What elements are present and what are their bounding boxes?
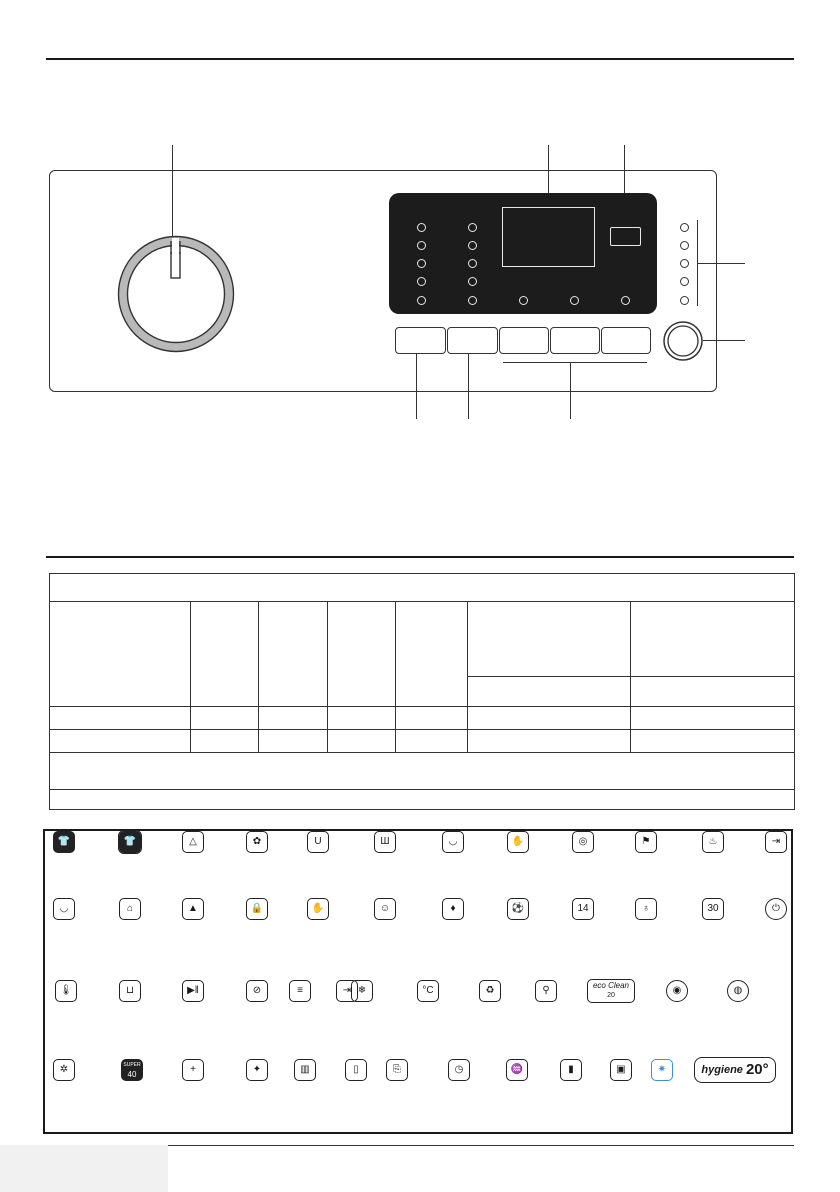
delicate-icon xyxy=(506,1059,528,1081)
section-rule-top xyxy=(46,58,794,60)
lock-icon-glyph: 🔒 xyxy=(250,903,264,914)
synthetic-icon-glyph: △ xyxy=(189,836,197,847)
hygiene-temp: 20° xyxy=(745,1061,769,1078)
handwash-icon-glyph: ✋ xyxy=(511,836,525,847)
hygiene-label: hygiene xyxy=(701,1064,743,1076)
curtain-2-icon-glyph: ▯ xyxy=(353,1064,359,1075)
celsius-icon xyxy=(417,980,439,1002)
power-icon xyxy=(765,898,787,920)
prewash-icon-glyph: ⊔ xyxy=(126,985,134,996)
program-led xyxy=(417,277,426,286)
shirt-star-icon-glyph: ✦ xyxy=(252,1064,262,1075)
shoe-icon-glyph: ▲ xyxy=(188,903,198,914)
hygiene-plus-icon-glyph: ✷ xyxy=(657,1064,667,1075)
table-rule xyxy=(50,706,794,707)
super-number: 40 xyxy=(127,1070,137,1079)
drum-clean-icon xyxy=(666,980,688,1002)
timer-icon xyxy=(448,1059,470,1081)
status-indicator xyxy=(610,227,641,246)
program-knob[interactable] xyxy=(115,233,237,355)
temperature-fast-icon xyxy=(55,980,77,1002)
start-pause-icon xyxy=(182,980,204,1002)
program-led xyxy=(468,277,477,286)
program-led xyxy=(468,296,477,305)
side-led xyxy=(680,277,689,286)
mixed-icon xyxy=(479,980,501,1002)
shoe-icon xyxy=(182,898,204,920)
drum-clean-icon-glyph: ◉ xyxy=(672,985,682,996)
timer-icon-glyph: ◷ xyxy=(454,1064,464,1075)
side-led xyxy=(680,223,689,232)
cotton-flower-icon-glyph: ✿ xyxy=(252,836,262,847)
function-buttons-bracket xyxy=(503,362,647,363)
eco-clean-icon xyxy=(587,979,635,1003)
super-40-icon xyxy=(121,1059,143,1081)
digital-display xyxy=(502,207,595,267)
iron-icon xyxy=(119,898,141,920)
curtain-icon xyxy=(294,1059,316,1081)
tub-hand-icon xyxy=(307,898,329,920)
allergy-icon-glyph: ✲ xyxy=(59,1064,69,1075)
wool-ball-icon xyxy=(727,980,749,1002)
express-icon-glyph: ≡ xyxy=(297,985,303,996)
temperature-fast-icon-glyph: 🌡 xyxy=(59,985,73,996)
leader-function-buttons xyxy=(570,362,571,419)
lingerie-icon xyxy=(535,980,557,1002)
program-led xyxy=(417,223,426,232)
section-rule-table xyxy=(46,556,794,558)
quick-30-icon xyxy=(702,898,724,920)
side-led xyxy=(680,296,689,305)
panel-button-2[interactable] xyxy=(447,327,498,354)
hygiene-20-icon xyxy=(694,1057,776,1083)
bottle-icon xyxy=(560,1059,582,1081)
wash-tub-icon xyxy=(307,831,329,853)
cotton-flower-icon xyxy=(246,831,268,853)
program-led xyxy=(417,259,426,268)
wash-tub-icon-glyph: U xyxy=(314,836,322,847)
curtain-icon-glyph: ▥ xyxy=(300,1064,310,1075)
program-led xyxy=(417,296,426,305)
program-led xyxy=(417,241,426,250)
wash-tub-lines-icon xyxy=(374,831,396,853)
synthetic-icon xyxy=(182,831,204,853)
power-icon-glyph: ⏻ xyxy=(772,903,780,914)
rinse-tub-icon xyxy=(442,831,464,853)
program-led xyxy=(468,241,477,250)
handwash-icon xyxy=(507,831,529,853)
shirt-outline-icon xyxy=(119,831,141,853)
table-col-rule xyxy=(630,601,631,752)
shirt-star-icon xyxy=(246,1059,268,1081)
plus-icon xyxy=(182,1059,204,1081)
shirt-filled-icon-glyph: 👕 xyxy=(57,836,71,847)
drain-icon-glyph: ◡ xyxy=(59,903,69,914)
sport-icon xyxy=(507,898,529,920)
table-col-rule xyxy=(395,601,396,752)
shirt-filled-icon xyxy=(53,831,75,853)
bottle-icon-glyph: ▮ xyxy=(568,1064,574,1075)
super-label: SUPER xyxy=(123,1062,141,1068)
door-icon-glyph: ⇥ xyxy=(771,836,781,847)
table-rule xyxy=(50,752,794,753)
table-rule xyxy=(50,729,794,730)
quick-14-icon xyxy=(572,898,594,920)
start-pause-button[interactable] xyxy=(662,320,704,362)
lingerie-icon-glyph: ⚲ xyxy=(542,985,550,996)
shirts-icon-glyph: ⚑ xyxy=(641,836,651,847)
leader-start-button xyxy=(703,340,745,341)
cold-icon-glyph: ❄ xyxy=(357,985,367,996)
wool-icon xyxy=(702,831,724,853)
function-button-2[interactable] xyxy=(550,327,600,354)
celsius-icon-glyph: °C xyxy=(422,985,434,996)
allergy-icon xyxy=(53,1059,75,1081)
leader-side-leds xyxy=(697,263,745,264)
iron-icon-glyph: ⌂ xyxy=(126,903,134,914)
table-rule xyxy=(50,601,794,602)
wool-icon-glyph: ♨ xyxy=(708,836,718,847)
shirt-dark-icon xyxy=(610,1059,632,1081)
wool-ball-icon-glyph: ◍ xyxy=(733,985,743,996)
function-led xyxy=(570,296,579,305)
shirt-dark-icon-glyph: ▣ xyxy=(616,1064,626,1075)
shirt-outline-icon-glyph: 👕 xyxy=(123,836,137,847)
function-led xyxy=(621,296,630,305)
spin-icon xyxy=(572,831,594,853)
shirts-icon xyxy=(635,831,657,853)
spin-icon-glyph: ◎ xyxy=(578,836,588,847)
side-led xyxy=(680,259,689,268)
tub-hand-icon-glyph: ✋ xyxy=(311,903,325,914)
table-col-rule xyxy=(258,601,259,752)
quick-14-icon-glyph: 14 xyxy=(577,903,589,914)
function-led xyxy=(519,296,528,305)
dark-shirt-icon xyxy=(635,898,657,920)
program-led xyxy=(468,223,477,232)
lock-icon xyxy=(246,898,268,920)
delicate-icon-glyph: ♒ xyxy=(510,1064,524,1075)
page-footer-tab xyxy=(0,1145,168,1192)
program-led xyxy=(468,259,477,268)
hygiene-plus-icon xyxy=(651,1059,673,1081)
eco-clean-number: 20 xyxy=(607,992,615,999)
prewash-icon xyxy=(119,980,141,1002)
leader-button-2 xyxy=(468,353,469,419)
curtain-2-icon xyxy=(345,1059,367,1081)
door-icon xyxy=(765,831,787,853)
tag-icon xyxy=(386,1059,408,1081)
mixed-icon-glyph: ♻ xyxy=(485,985,495,996)
plus-icon-glyph: + xyxy=(190,1064,196,1075)
no-spin-icon-glyph: ⊘ xyxy=(252,985,262,996)
cold-icon xyxy=(351,980,373,1002)
wash-tub-lines-icon-glyph: Ш xyxy=(380,836,390,847)
spec-table xyxy=(49,573,795,810)
panel-button-1[interactable] xyxy=(395,327,446,354)
table-col-rule xyxy=(190,601,191,752)
rinse-tub-icon-glyph: ◡ xyxy=(448,836,458,847)
drain-icon xyxy=(53,898,75,920)
function-button-1[interactable] xyxy=(499,327,549,354)
start-pause-icon-glyph: ▶‖ xyxy=(187,985,199,996)
side-led xyxy=(680,241,689,250)
no-spin-icon xyxy=(246,980,268,1002)
leader-button-1 xyxy=(416,353,417,419)
quick-30-icon-glyph: 30 xyxy=(707,903,719,914)
dark-shirt-icon-glyph: ♁ xyxy=(642,903,650,914)
baby-icon-glyph: ☺ xyxy=(379,903,391,914)
sport-icon-glyph: ⚽ xyxy=(511,903,525,914)
baby-icon xyxy=(374,898,396,920)
table-rule xyxy=(50,789,794,790)
eco-drop-icon xyxy=(442,898,464,920)
table-col-rule xyxy=(467,601,468,752)
tag-icon-glyph: ⎘ xyxy=(393,1064,401,1075)
eco-drop-icon-glyph: ♦ xyxy=(450,903,456,914)
end-icon-glyph: ⇥ xyxy=(342,985,352,996)
eco-clean-label: eco Clean xyxy=(592,981,630,990)
express-icon xyxy=(289,980,311,1002)
table-col-rule xyxy=(327,601,328,752)
function-button-3[interactable] xyxy=(601,327,651,354)
